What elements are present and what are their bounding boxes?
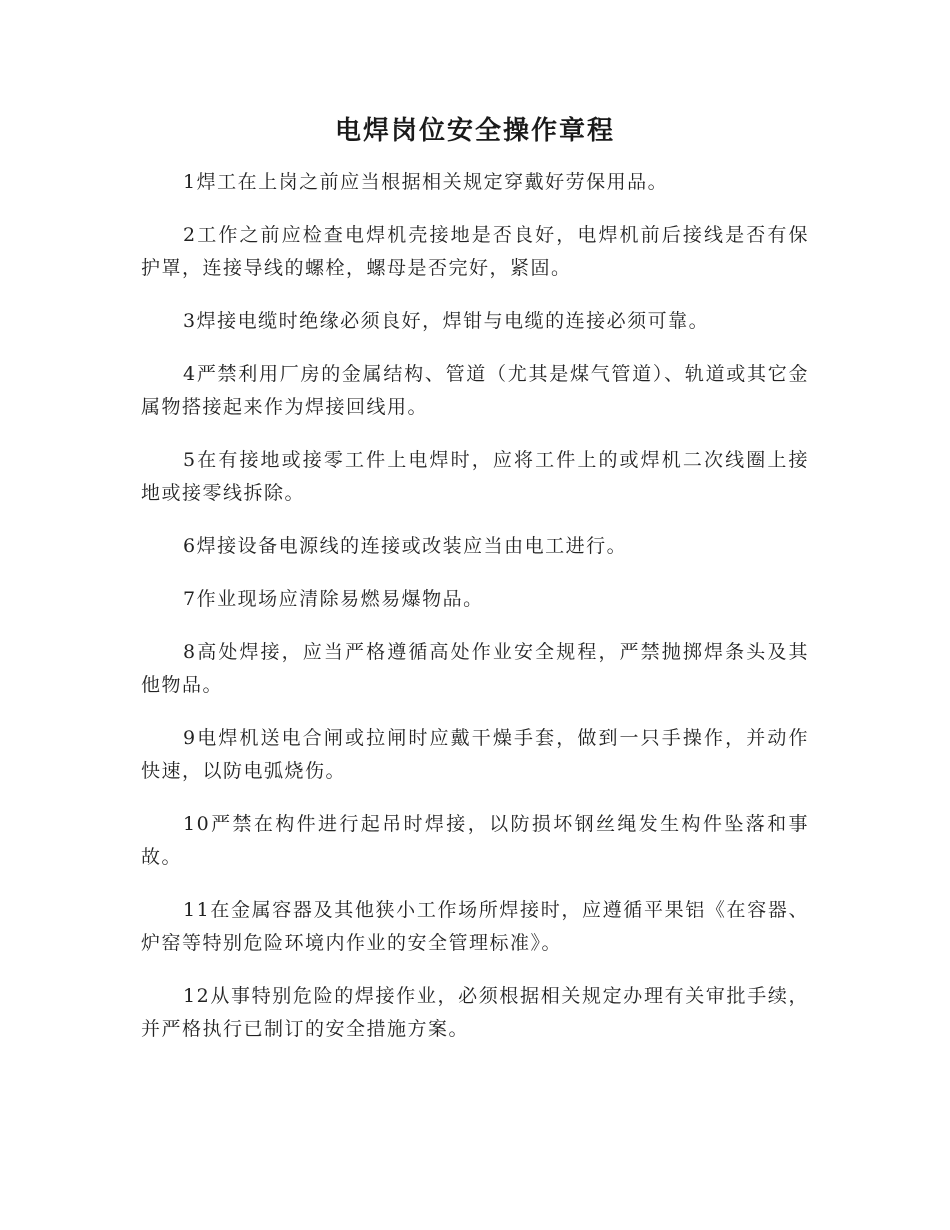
rule-paragraph-9: 9电焊机送电合闸或拉闸时应戴干燥手套，做到一只手操作，并动作快速，以防电弧烧伤。	[141, 727, 809, 782]
rule-paragraph-12: 12从事特别危险的焊接作业，必须根据相关规定办理有关审批手续，并严格执行已制订的安全措施方案。	[141, 985, 809, 1040]
rule-paragraph-4: 4严禁利用厂房的金属结构、管道（尤其是煤气管道）、轨道或其它金属物搭接起来作为焊接回线用。	[141, 363, 809, 418]
rule-paragraph-3: 3焊接电缆时绝缘必须良好，焊钳与电缆的连接必须可靠。	[183, 310, 710, 332]
rule-paragraph-1: 1焊工在上岗之前应当根据相关规定穿戴好劳保用品。	[183, 171, 669, 193]
rule-paragraph-11: 11在金属容器及其他狭小工作场所焊接时，应遵循平果铝《在容器、炉窑等特别危险环境内作业的安全管理标准》。	[141, 899, 809, 954]
rule-paragraph-10: 10严禁在构件进行起吊时焊接，以防损坏钢丝绳发生构件坠落和事故。	[141, 813, 809, 868]
rule-paragraph-5: 5在有接地或接零工件上电焊时，应将工件上的或焊机二次线圈上接地或接零线拆除。	[141, 449, 809, 504]
rule-paragraph-7: 7作业现场应清除易燃易爆物品。	[183, 588, 484, 610]
document-title: 电焊岗位安全操作章程	[334, 116, 615, 146]
document-body	[141, 166, 809, 1066]
rule-paragraph-8: 8高处焊接，应当严格遵循高处作业安全规程，严禁抛掷焊条头及其他物品。	[141, 641, 809, 696]
rule-paragraph-2: 2工作之前应检查电焊机壳接地是否良好，电焊机前后接线是否有保护罩，连接导线的螺栓，螺母是否完好，紧固。	[141, 224, 809, 279]
rule-paragraph-6: 6焊接设备电源线的连接或改装应当由电工进行。	[183, 535, 628, 557]
